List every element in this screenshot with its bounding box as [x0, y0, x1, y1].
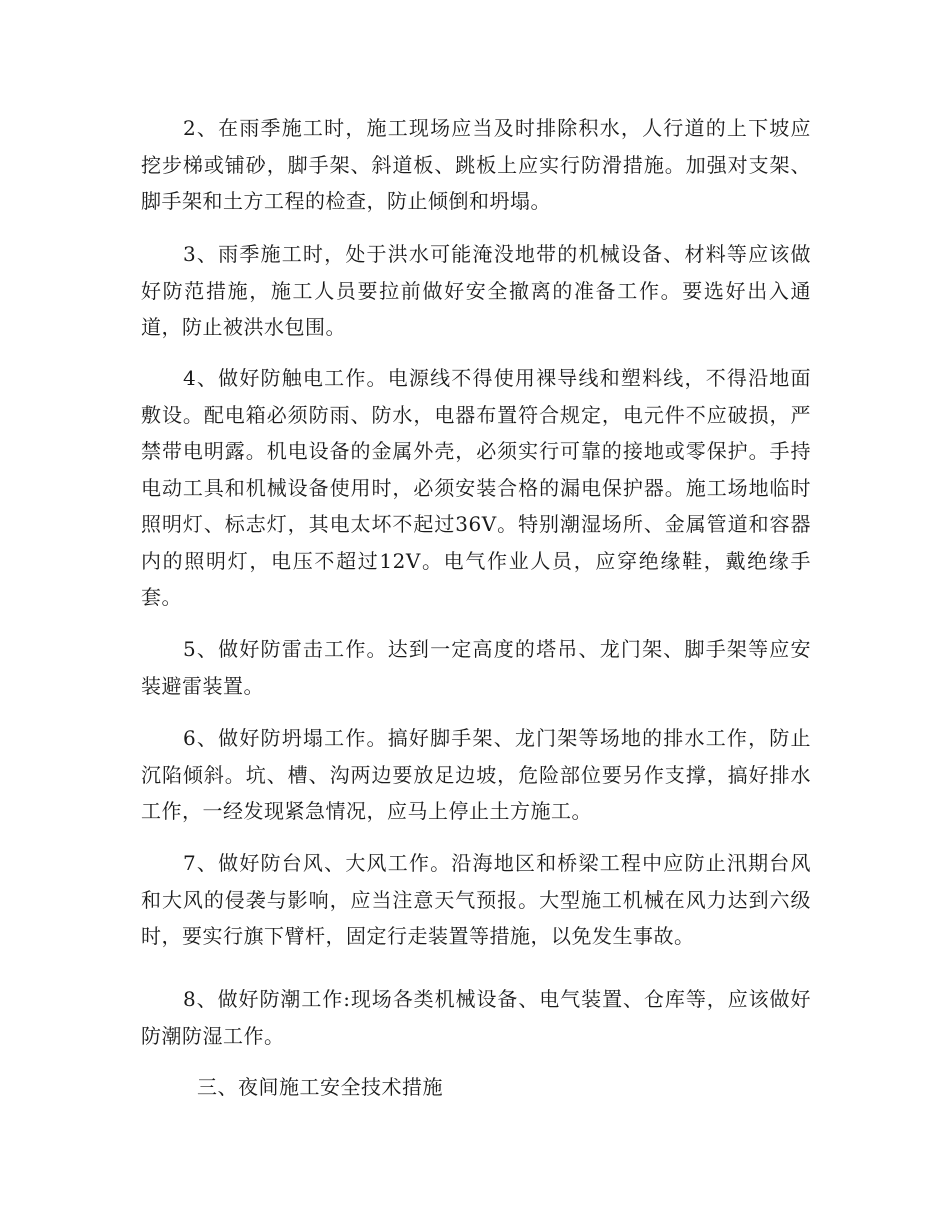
paragraph-item-8: 8、做好防潮工作:现场各类机械设备、电气装置、仓库等，应该做好防潮防湿工作。	[141, 987, 811, 1048]
paragraph-item-5: 5、做好防雷击工作。达到一定高度的塔吊、龙门架、脚手架等应安装避雷装置。	[141, 637, 811, 698]
paragraph-item-7: 7、做好防台风、大风工作。沿海地区和桥梁工程中应防止汛期台风和大风的侵袭与影响，应当注意天气预报。大型施工机械在风力达到六级时，要实行旗下臂杆，固定行走装置等措施，以免发生事故。	[141, 851, 811, 948]
section-heading: 三、夜间施工安全技术措施	[197, 1075, 443, 1099]
paragraph-item-3: 3、雨季施工时，处于洪水可能淹没地带的机械设备、材料等应该做好防范措施，施工人员要拉前做好安全撤离的准备工作。要选好出入通道，防止被洪水包围。	[141, 242, 811, 339]
paragraph-item-6: 6、做好防坍塌工作。搞好脚手架、龙门架等场地的排水工作，防止沉陷倾斜。坑、槽、沟两边要放足边坡，危险部位要另作支撑，搞好排水工作，一经发现紧急情况，应马上停止土方施工。	[141, 726, 811, 823]
paragraph-item-4: 4、做好防触电工作。电源线不得使用裸导线和塑料线，不得沿地面敷设。配电箱必须防雨、防水，电器布置符合规定，电元件不应破损，严禁带电明露。机电设备的金属外壳，必须实行可靠的接地或零保护。手持电动工具和机械设备使用时，必须安装合格的漏电保护器。施工场地临时照明灯、标志灯，其电太坏不起过36V。特别潮湿场所、金属管道和容器内的照明灯，电压不超过12V。电气作业人员，应穿绝缘鞋，戴绝缘手套。	[141, 366, 811, 609]
paragraph-item-2: 2、在雨季施工时，施工现场应当及时排除积水，人行道的上下坡应挖步梯或铺砂，脚手架、斜道板、跳板上应实行防滑措施。加强对支架、脚手架和土方工程的检查，防止倾倒和坍塌。	[141, 116, 811, 213]
